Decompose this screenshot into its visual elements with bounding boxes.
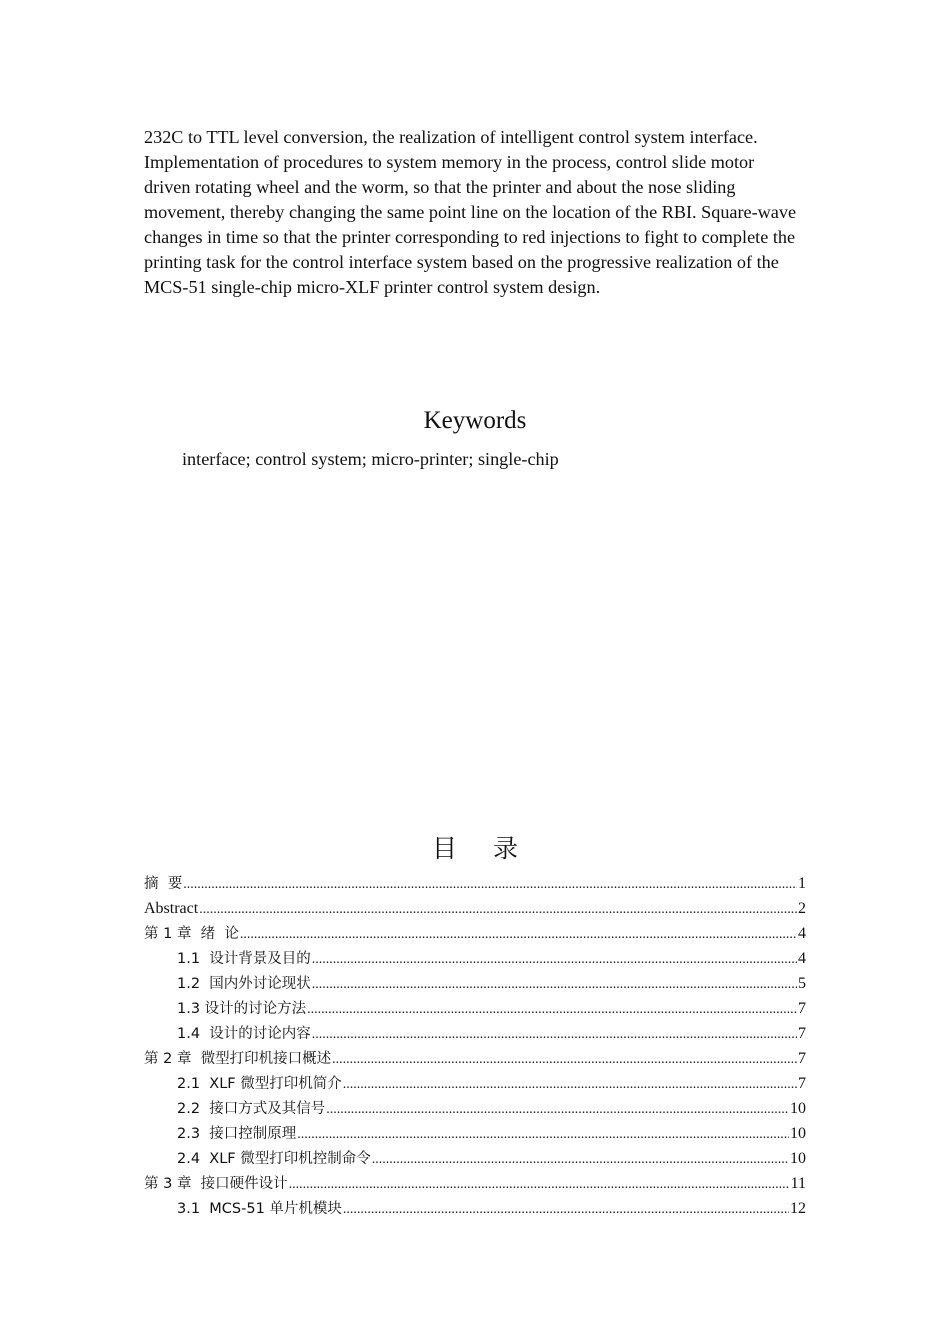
toc-entry-label: 第 1 章 绪 论 [144,926,239,942]
toc-entry-label: 第 3 章 接口硬件设计 [144,1176,288,1192]
toc-entry-chapter-1[interactable] [144,921,806,946]
toc-entry-page: 4 [798,925,806,942]
toc-entry-page: 10 [790,1125,806,1142]
toc-leader-dots [199,897,797,922]
toc-entry-page: 5 [798,975,806,992]
toc-entry-label: 2.4 XLF 微型打印机控制命令 [177,1151,371,1167]
toc-entry-label: 2.2 接口方式及其信号 [177,1101,326,1117]
abstract-paragraph: 232C to TTL level conversion, the realization of intelligent control system interface. Implementation of procedures to system memory in the process, control slide motor driven rotating wheel and the worm, so that the printer and about the nose sliding movement, thereby changing the same point line on the location of the RBI. Square-wave changes in time so that the printer corresponding to red injections to fight to complete the printing task for the control interface system based on the progressive realization of the MCS-51 single-chip micro-XLF printer control system design. [144,127,797,297]
toc-entry-chapter-2[interactable] [144,1046,806,1071]
toc-entry-section-1-3[interactable] [144,996,806,1021]
toc-leader-dots [312,1022,797,1047]
toc-heading: 目 录 [432,834,532,863]
toc-leader-dots [297,1122,789,1147]
toc-entry-abstract-en[interactable] [144,896,806,921]
toc-leader-dots [312,972,797,997]
toc-entry-label: 摘 要 [144,876,183,892]
toc-entry-page: 2 [798,900,806,917]
toc-entry-page: 7 [798,1050,806,1067]
keywords-text: interface; control system; micro-printer; single-chip [182,449,559,469]
toc-leader-dots [183,872,797,897]
toc-leader-dots [332,1047,797,1072]
toc-leader-dots [326,1097,789,1122]
toc-entry-page: 7 [798,1000,806,1017]
toc-entry-label: Abstract [144,900,199,917]
toc-entry-label: 2.1 XLF 微型打印机简介 [177,1076,342,1092]
toc-leader-dots [289,1172,790,1197]
toc-entry-section-1-2[interactable] [144,971,806,996]
toc-entry-label: 1.2 国内外讨论现状 [177,976,311,992]
abstract-section [144,125,804,300]
toc-entry-section-3-1[interactable] [144,1196,806,1221]
toc-entry-label: 2.3 接口控制原理 [177,1126,297,1142]
toc-leader-dots [343,1072,797,1097]
toc-entry-section-2-2[interactable] [144,1096,806,1121]
toc-entry-page: 10 [790,1150,806,1167]
toc-entry-page: 7 [798,1025,806,1042]
table-of-contents [144,871,806,1221]
toc-entry-page: 4 [798,950,806,967]
toc-leader-dots [240,922,797,947]
toc-leader-dots [312,947,797,972]
toc-entry-label: 第 2 章 微型打印机接口概述 [144,1051,332,1067]
toc-entry-page: 1 [798,875,806,892]
toc-entry-section-1-4[interactable] [144,1021,806,1046]
toc-entry-page: 11 [790,1175,806,1192]
toc-entry-abstract-cn[interactable] [144,871,806,896]
toc-entry-label: 1.4 设计的讨论内容 [177,1026,311,1042]
toc-entry-section-2-3[interactable] [144,1121,806,1146]
toc-entry-label: 3.1 MCS-51 单片机模块 [177,1201,342,1217]
toc-entry-label: 1.1 设计背景及目的 [177,951,311,967]
toc-entry-section-1-1[interactable] [144,946,806,971]
toc-entry-page: 10 [790,1100,806,1117]
toc-entry-section-2-1[interactable] [144,1071,806,1096]
keywords-heading: Keywords [423,407,527,434]
toc-leader-dots [343,1197,789,1222]
toc-entry-chapter-3[interactable] [144,1171,806,1196]
toc-leader-dots [372,1147,789,1172]
toc-entry-page: 7 [798,1075,806,1092]
toc-entry-page: 12 [790,1200,806,1217]
toc-leader-dots [307,997,797,1022]
toc-entry-section-2-4[interactable] [144,1146,806,1171]
toc-entry-label: 1.3 设计的讨论方法 [177,1001,307,1017]
